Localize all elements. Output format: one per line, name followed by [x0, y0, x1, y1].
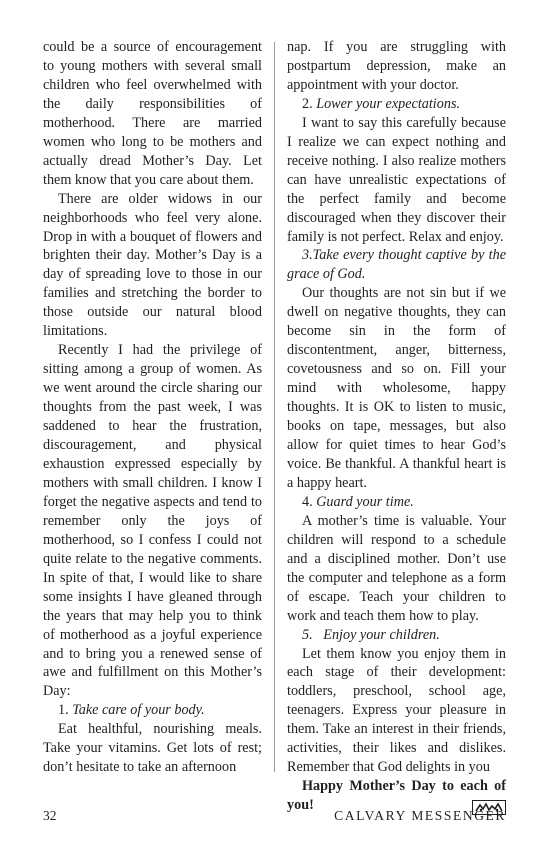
- page-number: 32: [43, 808, 57, 823]
- tip-number: 2.: [302, 95, 317, 112]
- paragraph: A mother’s time is valuable. Your children will respond to a schedule and a disciplined mother. Don’t use the computer and telephone as a form of escape. Teach your children to work and teach them how to play.: [287, 512, 506, 624]
- tip-heading: [43, 701, 262, 720]
- tip-heading: [287, 246, 506, 284]
- paragraph: Eat healthful, nourishing meals. Take your vitamins. Get lots of rest; don’t hesitate to take an afternoon: [43, 721, 262, 776]
- paragraph: There are older widows in our neighborhoods who feel very alone. Drop in with a bouquet of flowers and brighten their day. Mother’s Day is a day of spreading love to those in our families and stretching the border to those outside our natural blood limitations.: [43, 190, 262, 340]
- tip-title: 5. Enjoy your children.: [302, 626, 440, 643]
- paragraph: Recently I had the privilege of sitting among a group of women. As we went around the circle sharing our thoughts from the past week, I was saddened to hear the frustration, discouragement, and physical exhaustion expressed especially by mothers with small children. I know I forget the negative aspects and tend to remember only the joys of motherhood, so I confess I could not quite relate to the negative comments. In spite of that, I would like to share some insights I have gleaned through the years that may help you to think of motherhood as a joyful experience and to bring you a renewed sense of awe and fulfillment on this Mother’s Day:: [43, 342, 262, 700]
- right-column: [287, 38, 506, 815]
- tip-heading: [287, 626, 506, 645]
- magazine-title: CALVARY MESSENGER: [334, 808, 506, 823]
- tip-number: 1.: [58, 702, 73, 719]
- paragraph: could be a source of encouragement to young mothers with several small children who feel overwhelmed with the daily responsibilities of motherhood. There are married women who long to be mothers and actually dread Mother’s Day. Let them know that you care about them.: [43, 39, 262, 188]
- tip-heading: [287, 493, 506, 512]
- paragraph: Our thoughts are not sin but if we dwell on negative thoughts, they can become sin in the form of discontentment, anger, bitterness, covetousness and so on. Fill your mind with wholesome, happy thoughts. It is OK to listen to music, books on tape, messages, but also allow for quiet times to hear God’s voice. Be thankful. A thankful heart is a happy heart.: [287, 285, 506, 491]
- tip-title: Take care of your body.: [72, 702, 205, 719]
- tip-number: 4.: [302, 493, 317, 510]
- tip-title: Lower your expectations.: [316, 95, 461, 112]
- tip-title: 3.Take every thought captive by the grace of God.: [287, 247, 506, 283]
- closing-text: Happy Mother’s Day to each of you!: [287, 778, 506, 814]
- paragraph: I want to say this carefully because I realize we can expect nothing and receive nothing. I also realize mothers can have unrealistic expectations of the perfect family and become discouraged when they discover their family is not perfect. Relax and enjoy.: [287, 114, 506, 245]
- page-footer: [43, 808, 506, 826]
- paragraph: nap. If you are struggling with postpartum depression, make an appointment with your doctor.: [287, 39, 506, 93]
- paragraph: Let them know you enjoy them in each stage of their development: toddlers, preschool, school age, teenagers. Express your pleasure in them. Take an interest in their friends, activities, their likes and dislikes. Remember that God delights in you: [287, 645, 506, 776]
- tip-heading: [287, 95, 506, 114]
- left-column: [43, 38, 262, 777]
- tip-title: Guard your time.: [316, 493, 414, 510]
- column-divider: [274, 42, 275, 772]
